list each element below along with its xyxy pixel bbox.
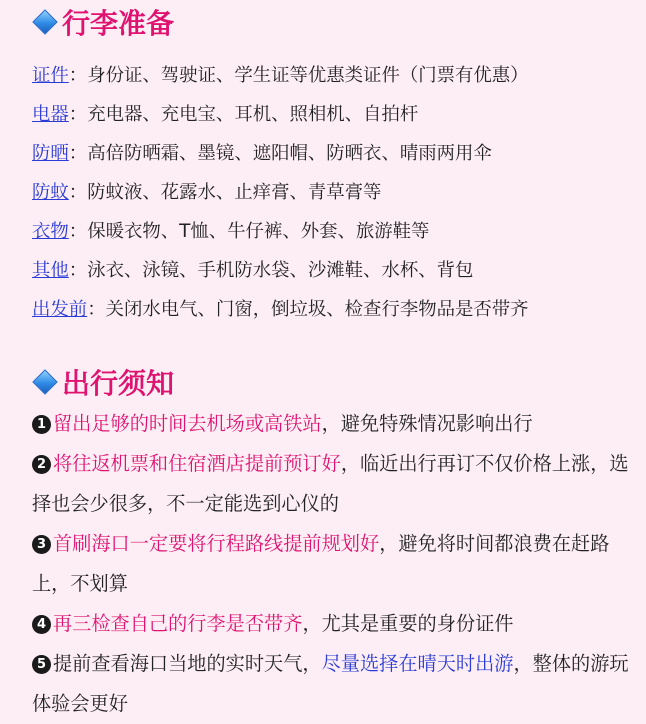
note-blue-highlight: 尽量选择在晴天时出游 [321,652,514,675]
note-item [32,524,632,604]
luggage-label-link[interactable]: 衣物 [32,221,69,242]
note-highlight: 将往返机票和住宿酒店提前预订好 [53,452,341,475]
luggage-row-other [32,251,632,290]
note-highlight: 再三检查自己的行李是否带齐 [53,612,303,635]
luggage-items: ：高倍防晒霜、墨镜、遮阳帽、防晒衣、晴雨两用伞 [68,143,492,164]
luggage-label-link[interactable]: 证件 [32,65,69,86]
luggage-row-clothing [32,212,632,251]
note-text-tail: ，整体的游玩体验会更好 [32,652,629,715]
travel-notes-list [32,404,632,724]
luggage-label-link[interactable]: 出发前 [32,299,88,320]
section-title-text: 行李准备 [62,7,175,40]
note-text: ，避免将时间都浪费在赶路上，不划算 [32,532,610,595]
luggage-items: ：保暖衣物、T恤、牛仔裤、外套、旅游鞋等 [68,221,430,242]
luggage-label-link[interactable]: 防晒 [32,143,69,164]
note-text: ，避免特殊情况影响出行 [321,412,533,435]
note-text: 提前查看海口当地的实时天气， [53,652,322,675]
luggage-items: ：身份证、驾驶证、学生证等优惠类证件（门票有优惠） [68,65,529,86]
luggage-row-documents [32,56,632,95]
luggage-row-before-departure [32,290,632,329]
circled-number-icon: 2 [32,455,51,474]
note-item [32,444,632,524]
luggage-label-link[interactable]: 电器 [32,104,69,125]
luggage-items: ：防蚊液、花露水、止痒膏、青草膏等 [68,182,382,203]
luggage-label-link[interactable]: 其他 [32,260,69,281]
circled-number-icon: 5 [32,655,51,674]
note-text: ，尤其是重要的身份证件 [302,612,514,635]
note-text: ，临近出行再订不仅价格上涨，选择也会少很多，不一定能选到心仪的 [32,452,629,515]
luggage-list [32,56,632,329]
blue-diamond-icon [32,369,57,394]
circled-number-icon: 3 [32,535,51,554]
luggage-items: ：充电器、充电宝、耳机、照相机、自拍杆 [68,104,419,125]
section-title-text: 出行须知 [62,367,175,400]
note-item [32,644,632,724]
note-highlight: 首刷海口一定要将行程路线提前规划好 [53,532,380,555]
section-title-travel-notes [30,360,632,404]
luggage-row-electronics [32,95,632,134]
luggage-row-sun-protection [32,134,632,173]
circled-number-icon: 1 [32,415,51,434]
section-title-luggage [30,0,632,44]
luggage-label-link[interactable]: 防蚊 [32,182,69,203]
note-item [32,404,632,444]
blue-diamond-icon [32,9,57,34]
note-item [32,604,632,644]
note-highlight: 留出足够的时间去机场或高铁站 [53,412,322,435]
luggage-items: ：泳衣、泳镜、手机防水袋、沙滩鞋、水杯、背包 [68,260,474,281]
luggage-items: ：关闭水电气、门窗，倒垃圾、检查行李物品是否带齐 [87,299,529,320]
luggage-row-mosquito [32,173,632,212]
circled-number-icon: 4 [32,615,51,634]
